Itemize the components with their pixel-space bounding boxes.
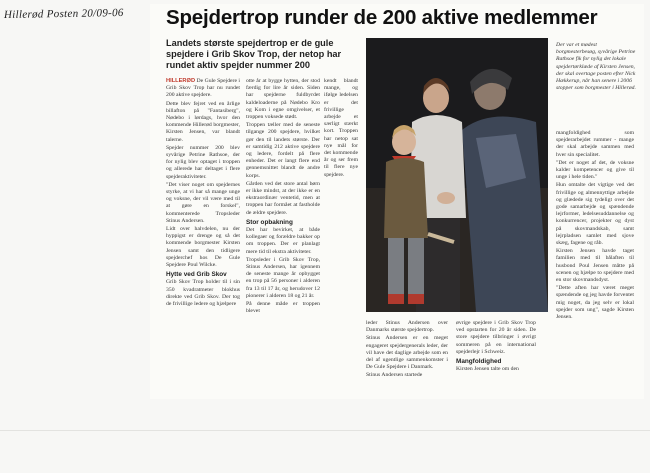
article-column-3 (324, 78, 358, 396)
paragraph: "Det er noget af det, de voksne kalder kompetencer og give til unge i hele tiden." (556, 159, 634, 181)
paragraph: Stinus Andersen startede (366, 372, 423, 379)
paragraph (166, 78, 240, 100)
article-column-1 (166, 78, 240, 396)
photo-scene (366, 38, 548, 312)
paragraph: På denne måde er troppen blevet (246, 301, 320, 315)
paragraph: øvrige spejdere i Grib Skov Trop ved opstarten for 20 år siden. De store spejdere tilbringer i øvrigt sommeren på en international spejderlejr i Schweiz. (456, 320, 536, 355)
paragraph: kendt blandt mange, og ifølge ledelsen er det frivillige arbejde et særligt stærkt kort. Troppen har netop sat nye mål for det kommende år og ser frem til flere nye spejdere. (324, 78, 358, 178)
article-column-6 (556, 130, 634, 398)
paragraph: "Det viser noget om spejdernes styrke, at vi har så mange unge og voksne, der vil være med til at gøre en forskel", kommenterede Tropsleder Stinus Andersen. (166, 181, 240, 224)
paragraph: Spejder nummer 200 blev syvårige Petrine Rathsoe, der for nylig blev optaget i troppen og allerede har deltaget i flere spejderaktiviteter. (166, 144, 240, 180)
paragraph: Det har bevirket, at både kollegaer og forældre bakker op om troppen. Der er planlagt mere tid til ekstra aktiviteter. (246, 227, 320, 255)
paragraph: Grib Skov Trop holder til i sin 350 kvadratmeter blokhus direkte ved Grib Skov. Der tog de frivillige ledere og hjælpere (166, 279, 240, 308)
article-lead: Landets største spejdertrop er de gule spejdere i Grib Skov Trop, der netop har rundet aktiv spejder nummer 200 (166, 38, 342, 70)
article-column-2 (246, 78, 320, 396)
article-column-4 (366, 320, 448, 398)
paragraph: Troppen tæller med de seneste tilgange 200 spejdere, hvilket gør den til landets største. Der er samtidig 212 aktive spejdere og ledere, fordelt på flere enheder. Det er langt flere end gennemsnittet blandt de andre korps. (246, 122, 320, 179)
scan-edge-line (0, 430, 650, 431)
paragraph: "Dette aften har været meget spændende og jeg havde forventet mig noget, da jeg selv er lokal spejder som ung", sagde Kirsten Jensen. (556, 285, 634, 321)
paragraph: leder Stinus Andersen over Danmarks største spejdertrop. (366, 320, 448, 334)
paragraph: Stinus Andersen er en meget engageret spejdergenerals leder, der vil have det daglige arbejde som en del af ugentlige sammenkomster i De Gule Spejdere i Danmark. (366, 335, 448, 371)
paragraph-text: De Gule Spejdere i Grib Skov Trop har nu rundet 200 aktive spejdere. (166, 78, 240, 99)
photo-caption: Der var et mødest borgmesterbesøg, syvårige Petrine Rathsoe fik for nylig det lokale spejdertørklæde af Kirsten Jensen, der skal overtage posten efter Nick Hækkerup, når han senere i 2006 stopper som borgmester i Hillerød. (556, 42, 636, 92)
paragraph: Tropsleder i Grib Skov Trop, Stinus Andersen, har igennem de seneste mange år opbygget en trop på 56 personer i alderen fra 13 til 17 år, og herudover 12 pionerer i alderen 18 og 21 år. (246, 256, 320, 299)
handwritten-source-note: Hillerød Posten 20/09-06 (3, 6, 124, 22)
article-photo (366, 38, 548, 312)
paragraph: Kirsten Jensen talte om den (456, 366, 519, 373)
article-headline: Spejdertrop runder de 200 aktive medlemmer (166, 6, 598, 29)
article-column-5 (456, 320, 536, 398)
child-uniform (384, 158, 428, 238)
subheading: Mangfoldighed (456, 358, 502, 366)
paragraph: mangfoldighed som spejderarbejdet rummer - mange der skal arbejde sammen med hver sin specialitet. (556, 130, 634, 158)
dateline-kicker: HILLERØD (166, 78, 196, 84)
paragraph: otte år at bygge hytten, der stod færdig for lire år siden. Siden har spejderne fuldbyrdet kaldeloaderne på Nødebo Kro og Kom i egne omgivelser, et troppen voksede stødt. (246, 78, 320, 121)
paragraph: Dette blev fejret ved en årlige billafton på "Fantasiberg", Nødebo i lørdags, hvor den kommende Hillerød borgmester, Kirsten Jensen, var blandt talerne. (166, 100, 240, 143)
paragraph: Hun omtalte det vigtige ved det frivillige og almennyttige arbejde og glædede sig tydeligt over det gode samarbejde og spændende lejrformer, ledelsesuddannelse og konkurrencer, projekter og dyst på skovmandskab, samt lejrpladsen samlet med sjove skæg, fagene og råb. (556, 182, 634, 247)
paragraph: Kirsten Jensen havde taget familien med til bålaften til husbond Poul Jensen måtte på scenen og hjælpe to spejdere med en stor skovmandsdyst. (556, 248, 634, 284)
paragraph: Gården ved det store antal børn er ikke mindst, at der ikke er en ekstraordinær ventetid, men at troppen har formået at fastholde de ældre spejdere. (246, 180, 320, 216)
paragraph: Lidt over halvdelen, nu der hyppigst er drenge og så det kommende borgmester Kirsten Jensen samt den tidligere spejderchef hos De Gule Spejdere Poul Wilcke. (166, 226, 240, 269)
subheading: Hytte ved Grib Skov (166, 271, 227, 279)
subheading: Stor opbakning (246, 218, 293, 226)
